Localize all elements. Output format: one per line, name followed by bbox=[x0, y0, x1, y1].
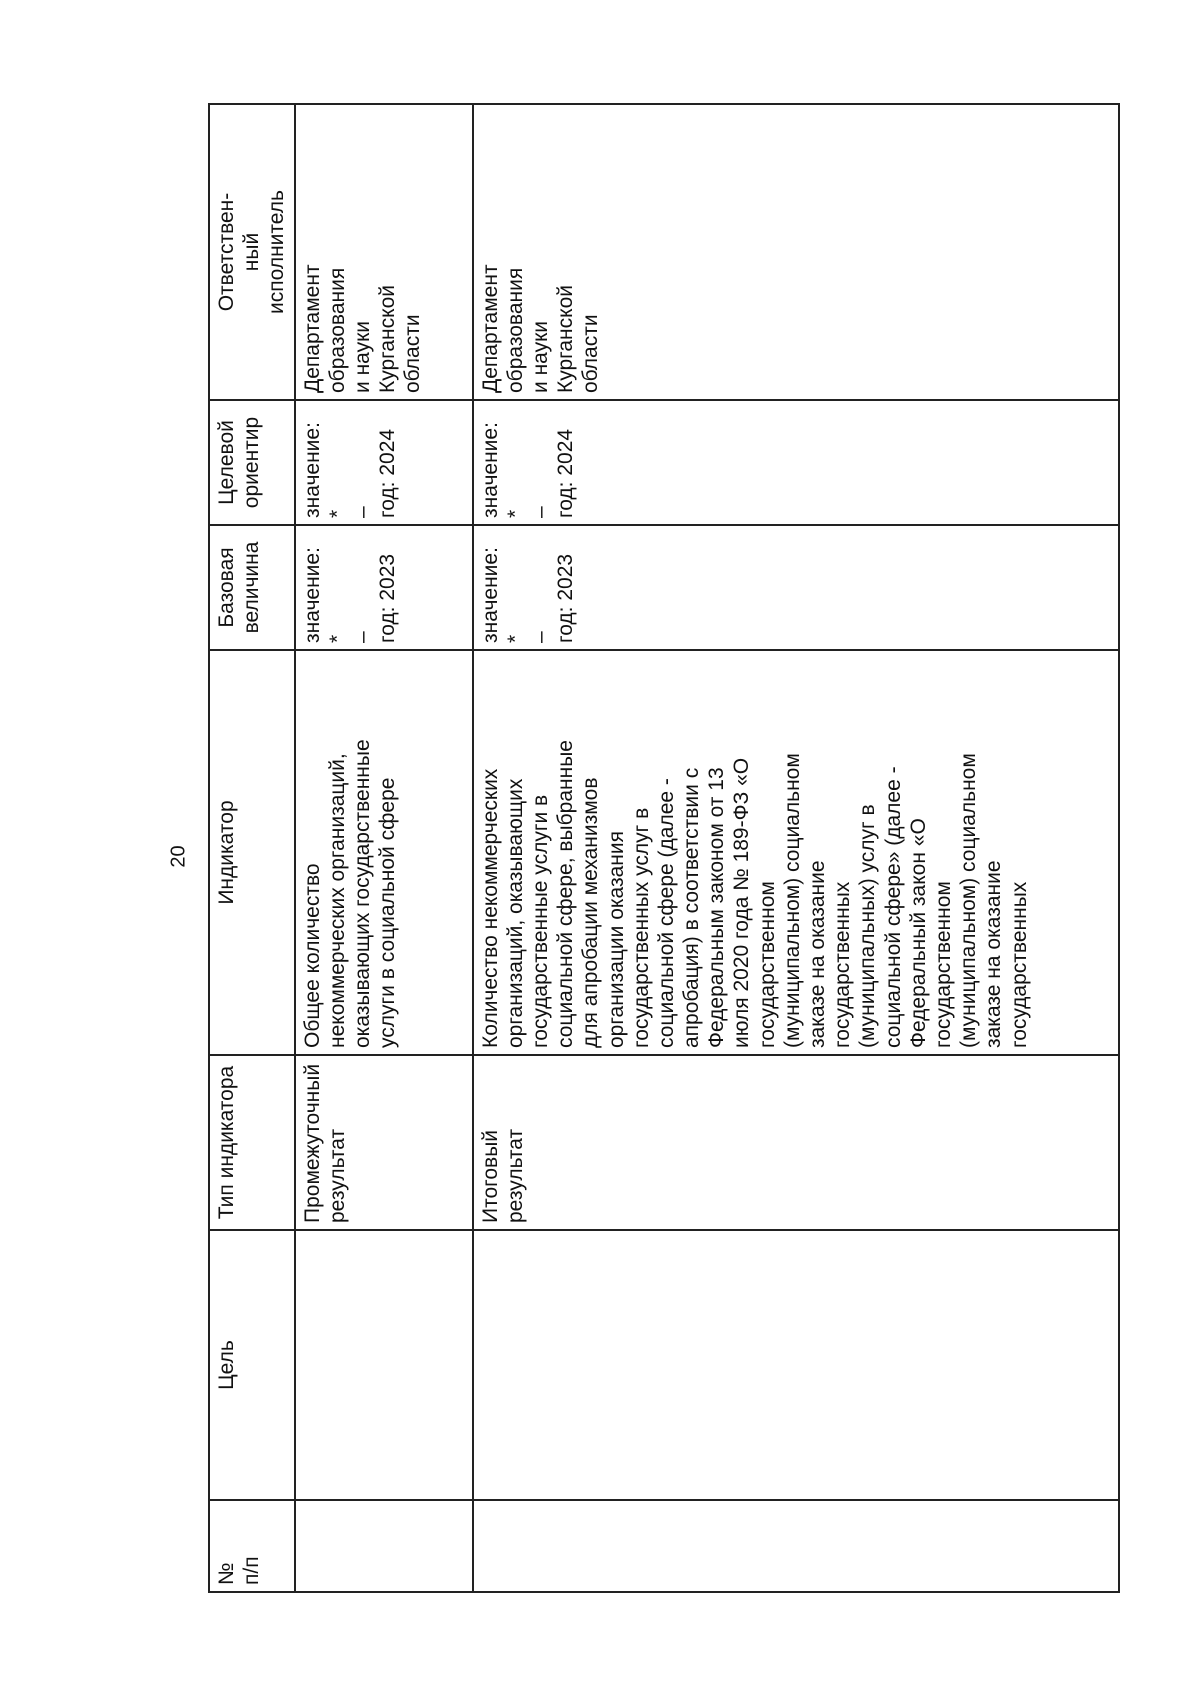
header-responsible: Ответствен- ный исполнитель bbox=[209, 104, 295, 400]
header-target: Целевой ориентир bbox=[209, 400, 295, 525]
cell-type: Итоговый результат bbox=[473, 1055, 1119, 1230]
header-base: Базовая величина bbox=[209, 525, 295, 650]
cell-num bbox=[473, 1500, 1119, 1592]
cell-responsible: Департамент образования и науки Курганской области bbox=[473, 104, 1119, 400]
cell-responsible: Департамент образования и науки Курганской области bbox=[295, 104, 473, 400]
header-num: № п/п bbox=[209, 1500, 295, 1592]
header-type: Тип индикатора bbox=[209, 1055, 295, 1230]
header-goal: Цель bbox=[209, 1230, 295, 1500]
indicators-table bbox=[208, 103, 1120, 1593]
cell-base: значение: * – год: 2023 bbox=[295, 525, 473, 650]
cell-target: значение: * – год: 2024 bbox=[295, 400, 473, 525]
cell-indicator: Количество некоммерческих организаций, оказывающих государственные услуги в социальной сфере, выбранные для апробации механизмов организации оказания государственных услуг в социальной сфере (далее - апробация) в соответствии с Федеральным законом от 13 июля 2020 года № 189-ФЗ «О государственном (муниципальном) социальном заказе на оказание государственных (муниципальных) услуг в социальной сфере» (далее - Федеральный закон «О государственном (муниципальном) социальном заказе на оказание государственных bbox=[473, 650, 1119, 1055]
table-row bbox=[295, 104, 473, 1592]
cell-num bbox=[295, 1500, 473, 1592]
rotated-table-container bbox=[208, 105, 1120, 1593]
cell-target: значение: * – год: 2024 bbox=[473, 400, 1119, 525]
cell-goal bbox=[295, 1230, 473, 1500]
table-row bbox=[473, 104, 1119, 1592]
page-number: 20 bbox=[167, 845, 190, 868]
cell-type: Промежуточный результат bbox=[295, 1055, 473, 1230]
cell-goal bbox=[473, 1230, 1119, 1500]
header-indicator: Индикатор bbox=[209, 650, 295, 1055]
table-header-row bbox=[209, 104, 295, 1592]
cell-base: значение: * – год: 2023 bbox=[473, 525, 1119, 650]
cell-indicator: Общее количество некоммерческих организаций, оказывающих государственные услуги в социальной сфере bbox=[295, 650, 473, 1055]
